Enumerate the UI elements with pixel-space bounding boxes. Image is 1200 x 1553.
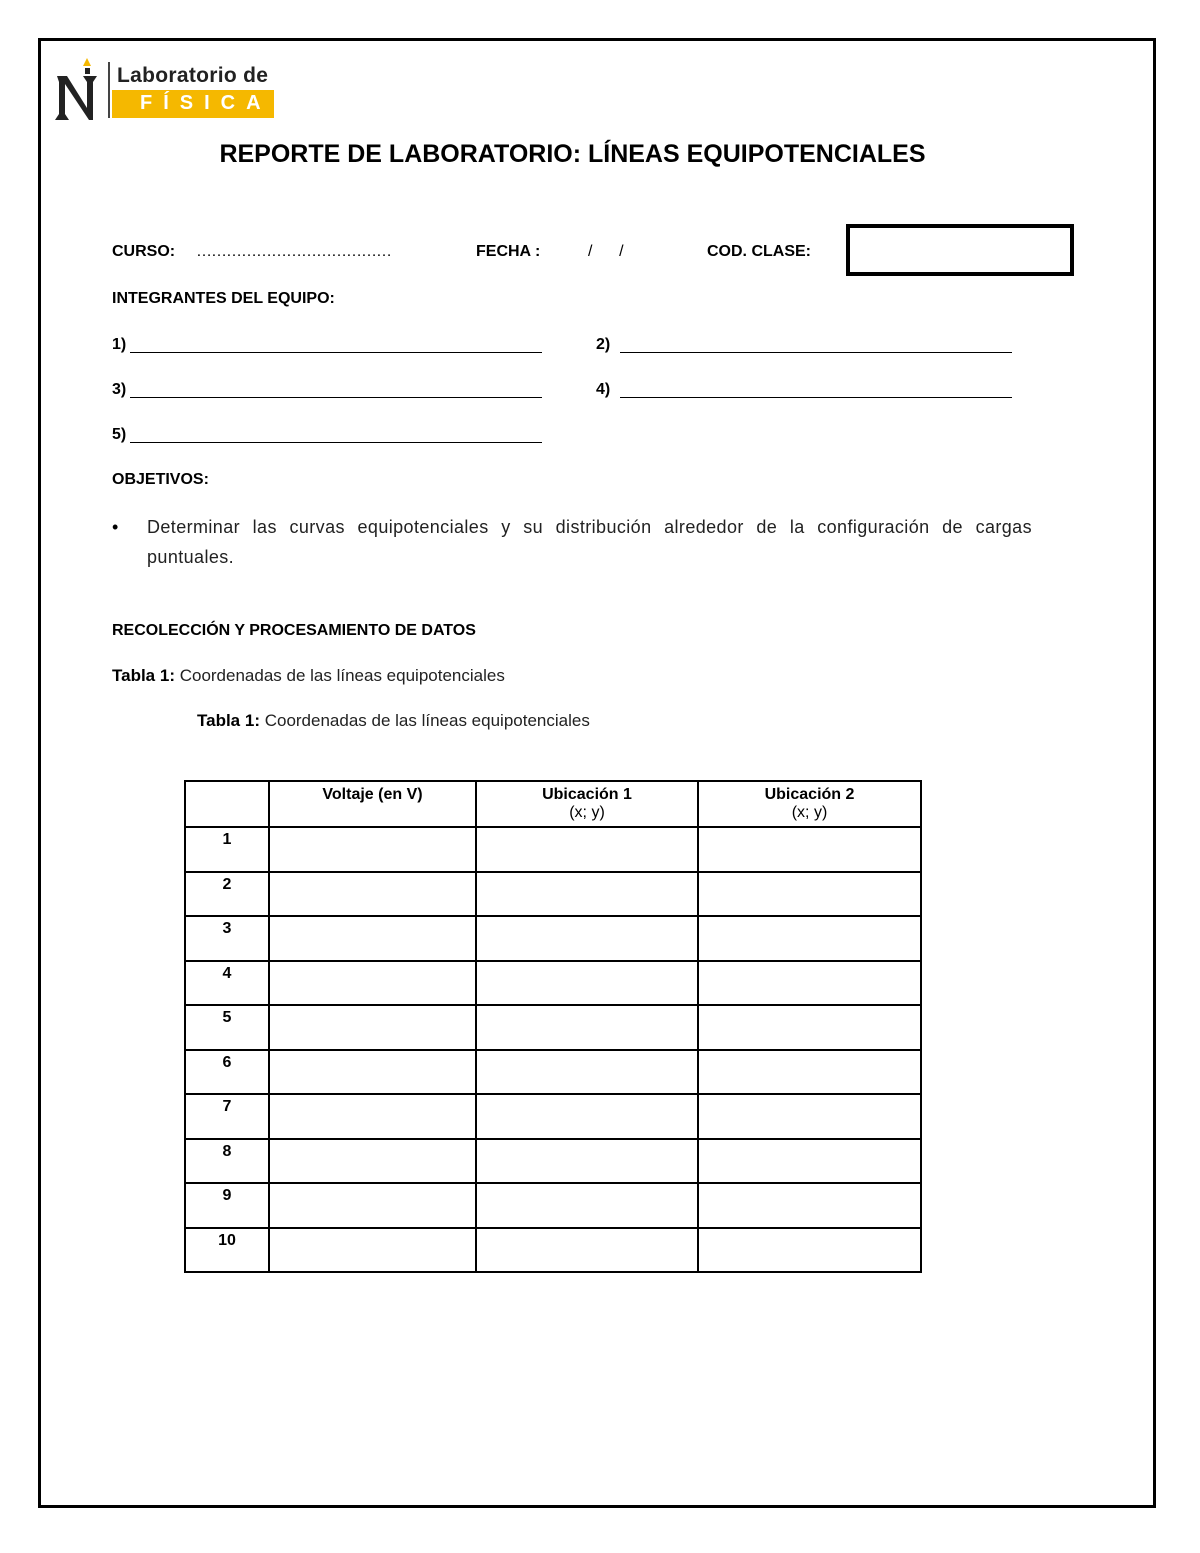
member-number: 3)	[112, 381, 127, 398]
row-number: 8	[185, 1139, 269, 1184]
row-number: 2	[185, 872, 269, 917]
section-heading: RECOLECCIÓN Y PROCESAMIENTO DE DATOS	[112, 622, 476, 639]
location-2-cell[interactable]	[698, 1094, 921, 1139]
member-line[interactable]	[130, 397, 542, 398]
table-row	[185, 1050, 921, 1095]
table-body	[185, 827, 921, 1272]
member-number: 1)	[112, 336, 127, 353]
member-number: 5)	[112, 426, 127, 443]
table-row	[185, 1005, 921, 1050]
fecha-label: FECHA :	[476, 243, 541, 260]
table-row	[185, 961, 921, 1006]
member-line[interactable]	[620, 397, 1012, 398]
caption-text: Coordenadas de las líneas equipotenciales	[174, 666, 505, 685]
objetivos-label: OBJETIVOS:	[112, 471, 209, 488]
location-2-cell[interactable]	[698, 1183, 921, 1228]
table-row	[185, 1183, 921, 1228]
table-row	[185, 827, 921, 872]
location-1-cell[interactable]	[476, 961, 698, 1006]
table-row	[185, 1094, 921, 1139]
location-1-cell[interactable]	[476, 1183, 698, 1228]
member-number: 4)	[596, 381, 611, 398]
row-number: 1	[185, 827, 269, 872]
university-logo-icon	[55, 58, 105, 120]
location-2-cell[interactable]	[698, 961, 921, 1006]
voltage-cell[interactable]	[269, 1050, 476, 1095]
voltage-cell[interactable]	[269, 827, 476, 872]
member-line[interactable]	[620, 352, 1012, 353]
header-label: Ubicación 2	[764, 786, 855, 803]
location-2-cell[interactable]	[698, 1005, 921, 1050]
bullet-icon: •	[112, 517, 119, 537]
location-1-cell[interactable]	[476, 827, 698, 872]
logo-divider	[108, 62, 110, 118]
location-1-cell[interactable]	[476, 916, 698, 961]
row-number: 10	[185, 1228, 269, 1273]
location-1-cell[interactable]	[476, 1050, 698, 1095]
row-number: 4	[185, 961, 269, 1006]
location-2-cell[interactable]	[698, 1228, 921, 1273]
row-number: 6	[185, 1050, 269, 1095]
location-1-cell[interactable]	[476, 1094, 698, 1139]
location-1-cell[interactable]	[476, 1139, 698, 1184]
table-caption	[112, 666, 505, 686]
header-sublabel: (x; y)	[791, 804, 828, 821]
voltage-cell[interactable]	[269, 961, 476, 1006]
location-2-cell[interactable]	[698, 872, 921, 917]
header-cell-voltage	[269, 781, 476, 827]
table-row	[185, 1228, 921, 1273]
header-cell-index	[185, 781, 269, 827]
location-2-cell[interactable]	[698, 1139, 921, 1184]
cod-clase-box[interactable]	[846, 224, 1074, 276]
location-1-cell[interactable]	[476, 1228, 698, 1273]
member-line[interactable]	[130, 442, 542, 443]
member-number: 2)	[596, 336, 611, 353]
coordinates-table	[184, 780, 922, 1273]
voltage-cell[interactable]	[269, 1183, 476, 1228]
voltage-cell[interactable]	[269, 1228, 476, 1273]
location-2-cell[interactable]	[698, 827, 921, 872]
location-2-cell[interactable]	[698, 916, 921, 961]
curso-label: CURSO:	[112, 243, 176, 260]
curso-field[interactable]: …………………………………	[196, 243, 391, 260]
integrantes-label: INTEGRANTES DEL EQUIPO:	[112, 290, 335, 307]
caption-label: Tabla 1:	[112, 666, 175, 685]
header-cell-location-1	[476, 781, 698, 827]
header-sublabel: (x; y)	[569, 804, 605, 821]
caption-label: Tabla 1:	[197, 711, 260, 730]
voltage-cell[interactable]	[269, 916, 476, 961]
logo-subtitle: FÍSICA	[140, 92, 272, 114]
fecha-field[interactable]: / /	[588, 243, 624, 260]
voltage-cell[interactable]	[269, 1094, 476, 1139]
header-cell-location-2	[698, 781, 921, 827]
cod-clase-label: COD. CLASE:	[707, 243, 811, 260]
member-line[interactable]	[130, 352, 542, 353]
report-title: REPORTE DE LABORATORIO: LÍNEAS EQUIPOTENCIALES	[219, 140, 926, 168]
header-label: Ubicación 1	[542, 786, 632, 803]
row-number: 5	[185, 1005, 269, 1050]
location-2-cell[interactable]	[698, 1050, 921, 1095]
logo-text: Laboratorio de	[117, 64, 269, 87]
location-1-cell[interactable]	[476, 872, 698, 917]
row-number: 7	[185, 1094, 269, 1139]
row-number: 3	[185, 916, 269, 961]
row-number: 9	[185, 1183, 269, 1228]
header-label: Voltaje (en V)	[322, 786, 423, 803]
table-caption	[197, 711, 590, 731]
voltage-cell[interactable]	[269, 872, 476, 917]
voltage-cell[interactable]	[269, 1005, 476, 1050]
location-1-cell[interactable]	[476, 1005, 698, 1050]
table-row	[185, 1139, 921, 1184]
table-header-row	[185, 781, 921, 827]
table-row	[185, 916, 921, 961]
caption-text: Coordenadas de las líneas equipotenciales	[259, 711, 590, 730]
objective-text: Determinar las curvas equipotenciales y su distribución alrededor de la configuración de cargas puntuales.	[147, 517, 1032, 567]
table-row	[185, 872, 921, 917]
voltage-cell[interactable]	[269, 1139, 476, 1184]
